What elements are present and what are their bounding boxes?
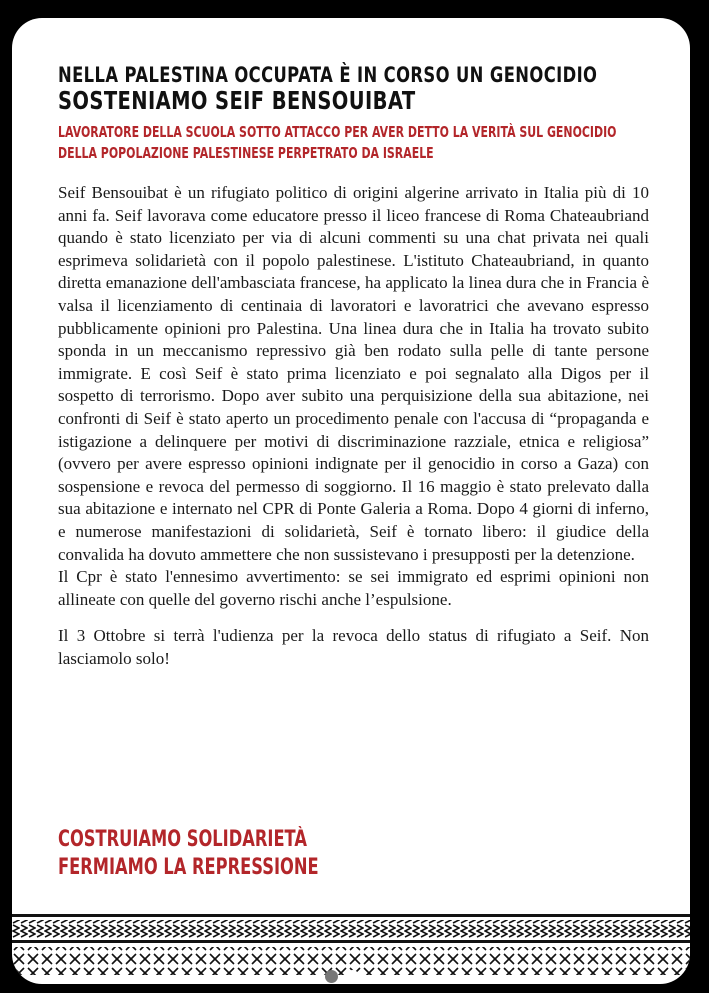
slogan-line-2: FERMIAMO LA REPRESSIONE <box>58 855 319 880</box>
slogan-line-1: COSTRUIAMO SOLIDARIETÀ <box>58 827 308 852</box>
headline-line-2: SOSTENIAMO SEIF BENSOUIBAT <box>58 86 416 115</box>
article-body <box>58 182 649 670</box>
carousel-dot-1[interactable] <box>325 970 338 983</box>
headline-line-1: NELLA PALESTINA OCCUPATA È IN CORSO UN GENOCIDIO <box>58 63 598 87</box>
paragraph-1: Seif Bensouibat è un rifugiato politico di origini algerine arrivato in Italia più di 10 anni fa. Seif lavorava come educatore presso il liceo francese di Roma Chateaubriand quando è stato licenziato per via di alcuni commenti su una chat privata nei quali esprimeva solidarietà con il popolo palestinese. L'istituto Chateaubriand, in quanto diretta emanazione dell'ambasciata francese, ha applicato la linea dura che in Francia è valsa il licenziamento di centinaia di lavoratori e lavoratrici che avevano espresso pubblicamente opinioni pro Palestina. Una linea dura che in Italia ha trovato subito sponda in un meccanismo repressivo già ben rodato sulla pelle di tante persone immigrate. E così Seif è stato prima licenziato e poi segnalato alla Digos per il sospetto di terrorismo. Dopo aver subito una perquisizione della sua abitazione, nei confronti di Seif è stato aperto un procedimento penale con l'accusa di “propaganda e istigazione a delinquere per motivi di discriminazione razziale, etnica e religiosa” (ovvero per avere espresso opinioni indignate per il genocidio in corso a Gaza) con sospensione e revoca del permesso di soggiorno. Il 16 maggio è stato prelevato dalla sua abitazione e internato nel CPR di Ponte Galeria a Roma. Dopo 4 giorni di inferno, e numerose manifestazioni di solidarietà, Seif è tornato libero: il giudice della convalida ha dovuto ammettere che non sussistevano i presupposti per la detenzione. <box>58 183 649 564</box>
carousel-dot-2[interactable] <box>346 970 359 983</box>
carousel-indicator <box>325 970 359 983</box>
slogan <box>58 826 319 882</box>
headline <box>58 62 598 115</box>
subheadline-line-2: DELLA POPOLAZIONE PALESTINESE PERPETRATO DA ISRAELE <box>58 144 434 162</box>
flyer-card <box>12 18 690 984</box>
subheadline <box>58 122 616 164</box>
subheadline-line-1: LAVORATORE DELLA SCUOLA SOTTO ATTACCO PER AVER DETTO LA VERITÀ SUL GENOCIDIO <box>58 123 617 141</box>
paragraph-2: Il Cpr è stato l'ennesimo avvertimento: se sei immigrato ed esprimi opinioni non allineate con quelle del governo rischi anche l’espulsione. <box>58 567 649 609</box>
paragraph-3: Il 3 Ottobre si terrà l'udienza per la revoca dello status di rifugiato a Seif. Non lasciamolo solo! <box>58 626 649 668</box>
